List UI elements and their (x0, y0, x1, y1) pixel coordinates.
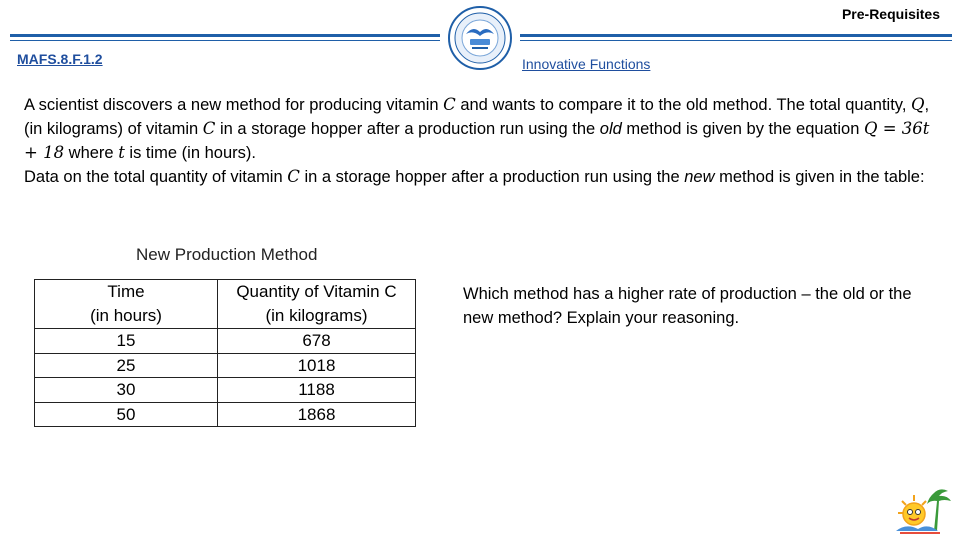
table-cell: 25 (35, 353, 218, 378)
table-cell: 15 (35, 329, 218, 354)
table-cell: 1018 (218, 353, 416, 378)
table-row (35, 353, 416, 378)
table-cell: 50 (35, 402, 218, 427)
table-cell: 1868 (218, 402, 416, 427)
header-rule-left (10, 34, 440, 37)
standard-link[interactable]: MAFS.8.F.1.2 (17, 51, 103, 67)
unit-link[interactable]: Innovative Functions (522, 56, 651, 72)
table-row (35, 402, 416, 427)
table-header-row (35, 280, 416, 329)
problem-statement (24, 93, 934, 189)
header-rule-right-thin (520, 40, 952, 41)
data-table (34, 279, 416, 427)
table-cell: 678 (218, 329, 416, 354)
table-cell: 1188 (218, 378, 416, 403)
table-title: New Production Method (136, 245, 318, 264)
header-rule-right (520, 34, 952, 37)
page-heading: Pre-Requisites (841, 6, 940, 22)
equation: Q = 36t + 18 (24, 119, 930, 162)
question-text: Which method has a higher rate of production – the old or the new method? Explain your reasoning. (463, 285, 912, 327)
header-rule-left-thin (10, 40, 440, 41)
table-row (35, 329, 416, 354)
problem-paragraph-2: Data on the total quantity of vitamin C in a storage hopper after a production run using the new method is given in the table: (24, 167, 925, 186)
column-header-time: Time (in hours) (35, 280, 218, 329)
problem-paragraph-1: A scientist discovers a new method for producing vitamin C and wants to compare it to the old method. The total quantity, Q, (in kilograms) of vitamin C in a storage hopper after a production run using the old method is given by the equation Q = 36t + 18 where t is time (in hours). (24, 95, 930, 162)
column-header-quantity: Quantity of Vitamin C (in kilograms) (218, 280, 416, 329)
table-cell: 30 (35, 378, 218, 403)
sun-mascot-logo-icon (890, 487, 954, 537)
district-seal-logo-icon (448, 6, 512, 70)
table-row (35, 378, 416, 403)
